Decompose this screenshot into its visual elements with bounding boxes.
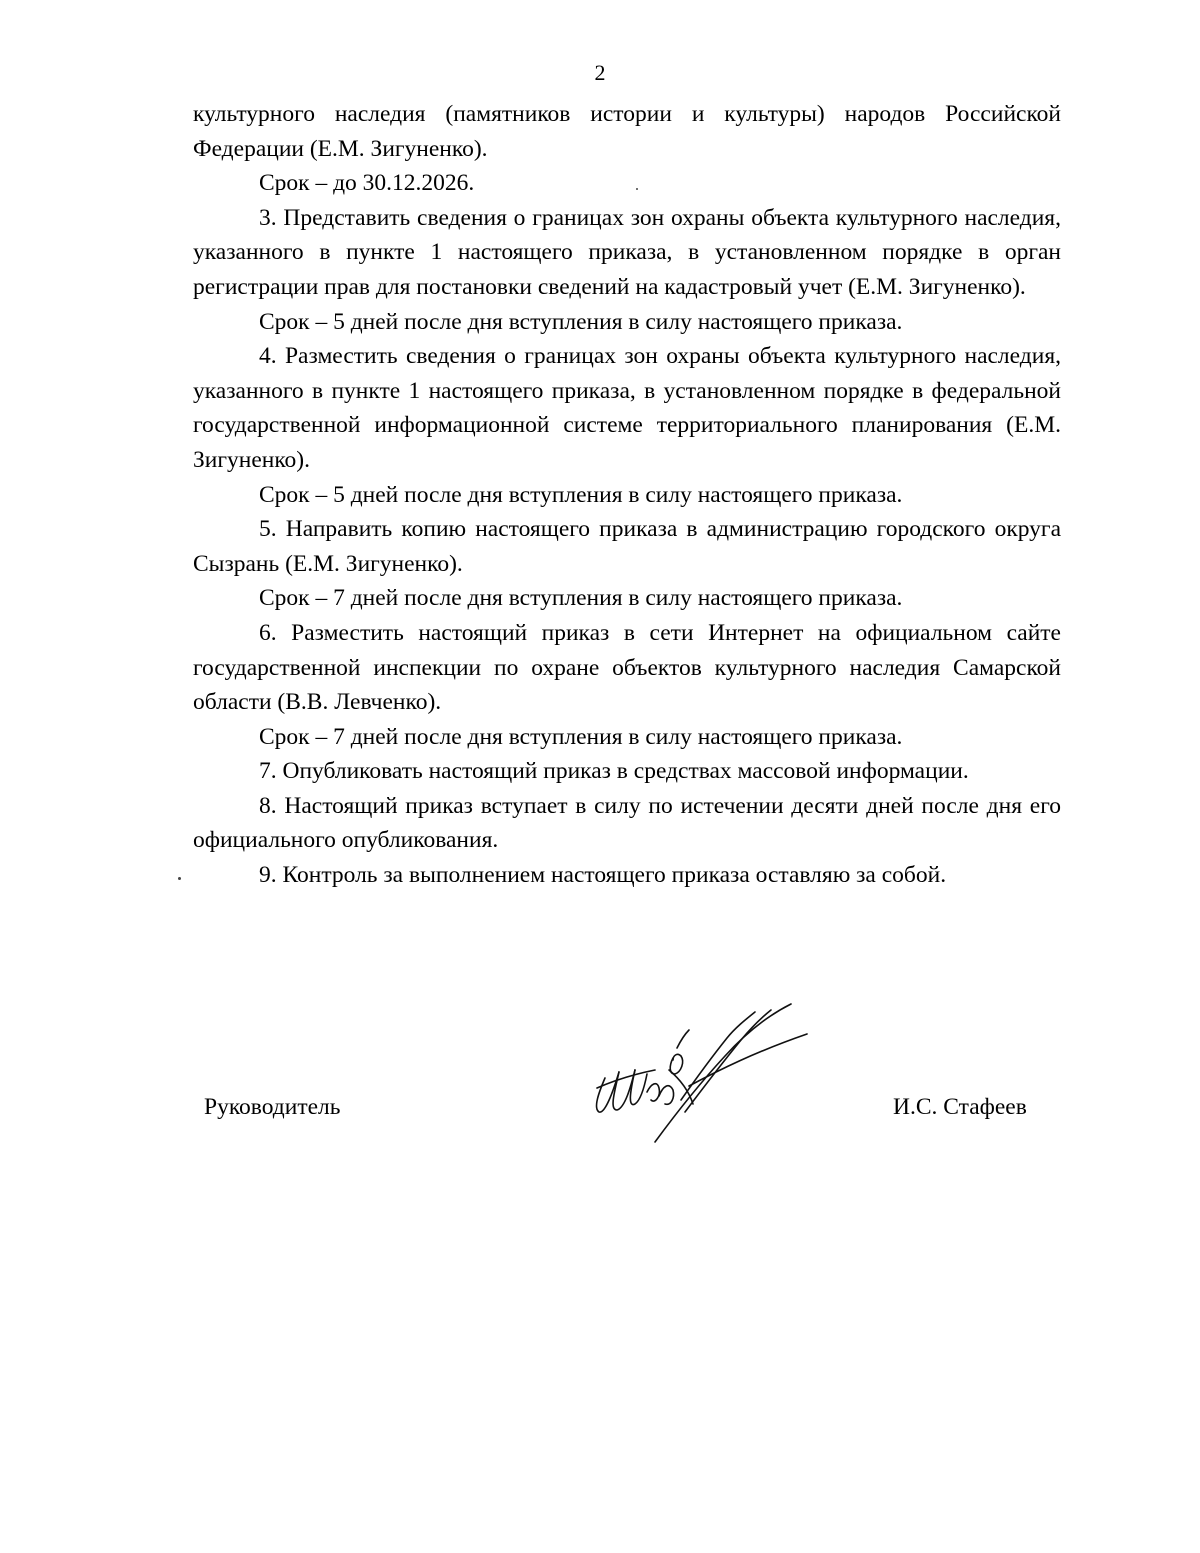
page-number: 2	[594, 60, 606, 85]
paragraph-item-8: 8. Настоящий приказ вступает в силу по истечении десяти дней после дня его официального опубликования.	[193, 792, 1061, 854]
document-body	[193, 97, 1061, 893]
paragraph-item-4: 4. Разместить сведения о границах зон охраны объекта культурного наследия, указанного в пункте 1 настоящего приказа, в установленном порядке в федеральной государственной информационной системе территориального планирования (Е.М. Зигуненко).	[193, 343, 1061, 473]
paragraph-item-6: 6. Разместить настоящий приказ в сети Интернет на официальном сайте государственной инспекции по охране объектов культурного наследия Самарской области (В.В. Левченко).	[193, 619, 1061, 716]
paragraph-item-7: 7. Опубликовать настоящий приказ в средствах массовой информации.	[259, 758, 969, 785]
paragraph-item-5: 5. Направить копию настоящего приказа в администрацию городского округа Сызрань (Е.М. Зигуненко).	[193, 516, 1061, 577]
handwritten-signature	[585, 1000, 825, 1150]
paragraph-continuation: культурного наследия (памятников истории и культуры) народов Российской Федерации (Е.М. Зигуненко).	[193, 101, 1061, 162]
signer-name: И.С. Стафеев	[893, 1094, 1027, 1120]
paragraph-item-9: 9. Контроль за выполнением настоящего приказа оставляю за собой.	[259, 862, 947, 889]
scan-speck	[636, 188, 638, 190]
signer-position: Руководитель	[204, 1094, 341, 1120]
paragraph-deadline: Срок – 7 дней после дня вступления в силу настоящего приказа.	[259, 723, 903, 750]
paragraph-deadline: Срок – 7 дней после дня вступления в силу настоящего приказа.	[259, 585, 903, 612]
paragraph-deadline: Срок – до 30.12.2026.	[259, 170, 475, 197]
paragraph-item-3: 3. Представить сведения о границах зон охраны объекта культурного наследия, указанного в пункте 1 настоящего приказа, в установленном порядке в орган регистрации прав для постановки сведений на кадастровый учет (Е.М. Зигуненко).	[193, 204, 1061, 300]
paragraph-deadline: Срок – 5 дней после дня вступления в силу настоящего приказа.	[259, 308, 903, 335]
paragraph-deadline: Срок – 5 дней после дня вступления в силу настоящего приказа.	[259, 481, 903, 508]
scan-speck	[178, 877, 181, 880]
